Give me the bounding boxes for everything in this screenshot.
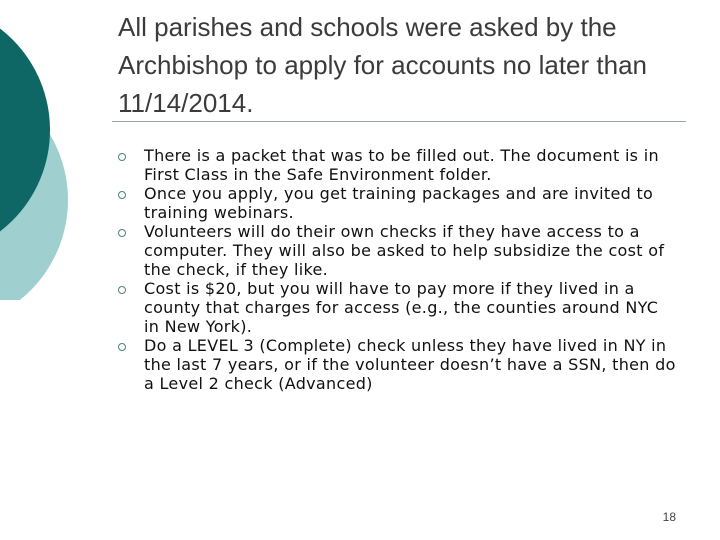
hollow-circle-bullet-icon	[118, 153, 126, 161]
hollow-circle-bullet-icon	[118, 286, 126, 294]
bullet-item	[118, 184, 678, 222]
bullet-item	[118, 222, 678, 279]
bullet-item	[118, 336, 678, 393]
bullet-text: Cost is $20, but you will have to pay more if they lived in a county that charges for access (e.g., the counties around NYC in New York).	[144, 279, 659, 336]
decorative-teal-circles	[0, 0, 100, 300]
title-divider	[112, 121, 686, 122]
page-number: 18	[662, 510, 676, 524]
hollow-circle-bullet-icon	[118, 191, 126, 199]
bullet-item	[118, 279, 678, 336]
bullet-item	[118, 146, 678, 184]
bullet-text: There is a packet that was to be filled out. The document is in First Class in the Safe Environment folder.	[144, 146, 659, 184]
bullet-text: Do a LEVEL 3 (Complete) check unless they have lived in NY in the last 7 years, or if the volunteer doesn’t have a SSN, then do a Level 2 check (Advanced)	[144, 336, 676, 393]
slide-title: All parishes and schools were asked by the Archbishop to apply for accounts no later than 11/14/2014.	[118, 12, 647, 118]
hollow-circle-bullet-icon	[118, 343, 126, 351]
hollow-circle-bullet-icon	[118, 229, 126, 237]
bullet-text: Once you apply, you get training packages and are invited to training webinars.	[144, 184, 654, 222]
bullet-text: Volunteers will do their own checks if they have access to a computer. They will also be asked to help subsidize the cost of the check, if they like.	[144, 222, 665, 279]
bullet-list	[118, 146, 678, 393]
